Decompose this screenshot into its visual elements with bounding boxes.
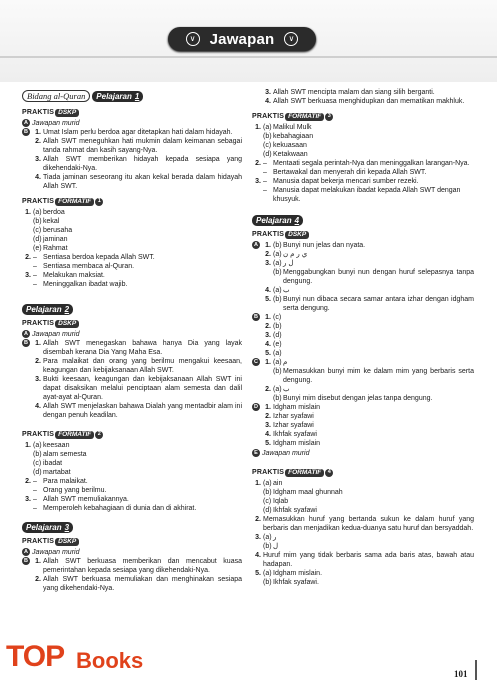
topbooks-watermark: TOP Books	[6, 640, 144, 673]
praktis-formatif-2: PRAKTIS FORMATIF 2	[22, 430, 242, 439]
letter-a-icon: A	[22, 548, 30, 556]
letter-c-icon: C	[252, 358, 260, 366]
page-title: Jawapan	[209, 30, 275, 48]
letter-b-icon: B	[252, 313, 260, 321]
pelajaran-4-heading: Pelajaran 4	[252, 215, 303, 226]
section-bidang: Bidang al-Quran	[22, 90, 90, 102]
right-column: 3. Allah SWT mencipta malam dan siang silih berganti. 4. Allah SWT berkuasa menghidupkan dan mematikan makhluk. PRAKTIS FORMATIF 3 1. (a) Malikul Mulk (b) kebahagiaan (c) kekuasaan (d) Ketakwaan 2. – Mentaati segala perintah-Nya dan meninggalkan larangan-Nya. – Bertawakal dan menyerah diri kepada Allah SWT. 3. – Manusia dapat bekerja mencari sumber rezeki. – Manusia dapat melakukan ibadat kepada Allah SWT dengan khusyuk. Pelajaran 4 PRAKTIS DSKP A 1. (b) Bunyi nun jelas dan nyata. 2. (a) ي ر م ن 3. (a) ل ر (b) Menggabungkan bunyi nun dengan huruf selepasnya tanpa dengung. 4. (a) ب 5. (b) Bunyi nun dibaca secara samar antara izhar dengan idgham serta dengung. B 1. (c) 2. (b) 3. (d) 4. (e) 5. (a) C 1. (a) م (b) Memasukkan bunyi mim ke dalam mim yang berbaris serta dengung. 2. (a) ب (b) Bunyi mim disebut dengan jelas tanpa dengung. D 1. Idgham mislain 2. Izhar syafawi 3. Izhar syafawi 4. Ikhfak syafawi 5. Idgham mislain E Jawapan murid PRAKTIS FORMATIF 4 1. (a) ain (b) Idgham maal ghunnah (c) Iqlab (d) Ikhfak syafawi 2. Memasukkan huruf yang bertanda sukun ke dalam huruf yang berbaris dan menjadikan kedua-duanya satu huruf dan bersyaddah. 3. (a) ر (b) ل 4. Huruf mim yang tidak berbaris sama ada baris atas, bawah atau hadapan. 5. (a) Idgham mislain. (b) Ikhfak syafawi.	[252, 89, 474, 586]
answer-b-3: 3. Allah SWT memberikan hidayah kepada sesiapa yang dikehendaki-Nya.	[35, 156, 242, 172]
letter-b-icon: B	[22, 128, 30, 136]
letter-a-icon: A	[22, 119, 30, 127]
letter-a-icon: A	[22, 330, 30, 338]
chevron-down-icon: ∨	[284, 32, 298, 46]
letter-d-icon: D	[252, 403, 260, 411]
praktis-formatif-1: PRAKTIS FORMATIF 1	[22, 197, 242, 206]
praktis-dskp: PRAKTIS DSKP	[22, 108, 242, 117]
answer-b-2: 2. Allah SWT meneguhkan hati mukmin dalam keimanan sebagai tanda rahmat dan kasih sayang-Nya.	[35, 138, 242, 154]
page-edge-bar	[475, 660, 477, 680]
title-pill	[168, 27, 316, 51]
answer-b-4: 4. Tiada jaminan seseorang itu akan kekal berada dalam hidayah Allah SWT.	[35, 174, 242, 190]
page-number: 101	[454, 669, 468, 679]
letter-e-icon: E	[252, 449, 260, 457]
pelajaran-1-heading: Pelajaran 1	[92, 91, 143, 102]
praktis-formatif-3: PRAKTIS FORMATIF 3	[252, 112, 474, 121]
praktis-formatif-4: PRAKTIS FORMATIF 4	[252, 468, 474, 477]
pelajaran-3-heading: Pelajaran 3	[22, 522, 73, 533]
chevron-down-icon: ∨	[186, 32, 200, 46]
left-column: Bidang al-Quran Pelajaran 1 PRAKTIS DSKP A Jawapan murid B 1. Umat Islam perlu berdoa agar ditetapkan hati dalam hidayah. 2. Allah SWT meneguhkan hati mukmin dalam keimanan sebagai tanda rahmat dan kasih sayang-Nya. 3. Allah SWT memberikan hidayah kepada sesiapa yang dikehendaki-Nya. 4. Tiada jaminan seseorang itu akan kekal berada dalam hidayah Allah SWT. PRAKTIS FORMATIF 1 1. (a) berdoa (b) kekal (c) berusaha (d) jaminan (e) Rahmat 2. – Sentiasa berdoa kepada Allah SWT. – Sentiasa membaca al-Quran. 3. – Melakukan maksiat. – Meninggalkan ibadat wajib. Pelajaran 2 PRAKTIS DSKP A Jawapan murid B 1. Allah SWT menegaskan bahawa hanya Dia yang layak disembah kerana Dia Yang Maha Esa. 2. Para malaikat dan orang yang berilmu mengakui keesaan, keagungan dan kebijaksanaan Allah SWT. 3. Bukti keesaan, keagungan dan kebijaksanaan Allah SWT ini dapat disaksikan melalui penciptaan alam semesta dan dalil ayat-ayat al-Quran. 4. Allah SWT menjelaskan bahawa Dialah yang mentadbir alam ini dengan penuh keadilan. PRAKTIS FORMATIF 2 1. (a) keesaan (b) alam semesta (c) ibadat (d) martabat 2. – Para malaikat. – Orang yang berilmu. 3. – Allah SWT memuliakannya. – Memperoleh kebahagiaan di dunia dan di akhirat. Pelajaran 3 PRAKTIS DSKP A Jawapan murid B 1. Allah SWT berkuasa memberikan dan mencabut kuasa pemerintahan kepada sesiapa yang dikehendaki-Nya. 2. Allah SWT berkuasa memuliakan dan menghinakan sesiapa yang dikehendaki-Nya.	[22, 91, 242, 592]
answer-a: A Jawapan murid	[24, 119, 80, 127]
pelajaran-2-heading: Pelajaran 2	[22, 304, 73, 315]
header-band	[0, 0, 497, 82]
letter-a-icon: A	[252, 241, 260, 249]
letter-b-icon: B	[22, 339, 30, 347]
letter-b-icon: B	[22, 557, 30, 565]
answer-b-1: B 1. Umat Islam perlu berdoa agar ditetapkan hati dalam hidayah.	[24, 128, 233, 136]
